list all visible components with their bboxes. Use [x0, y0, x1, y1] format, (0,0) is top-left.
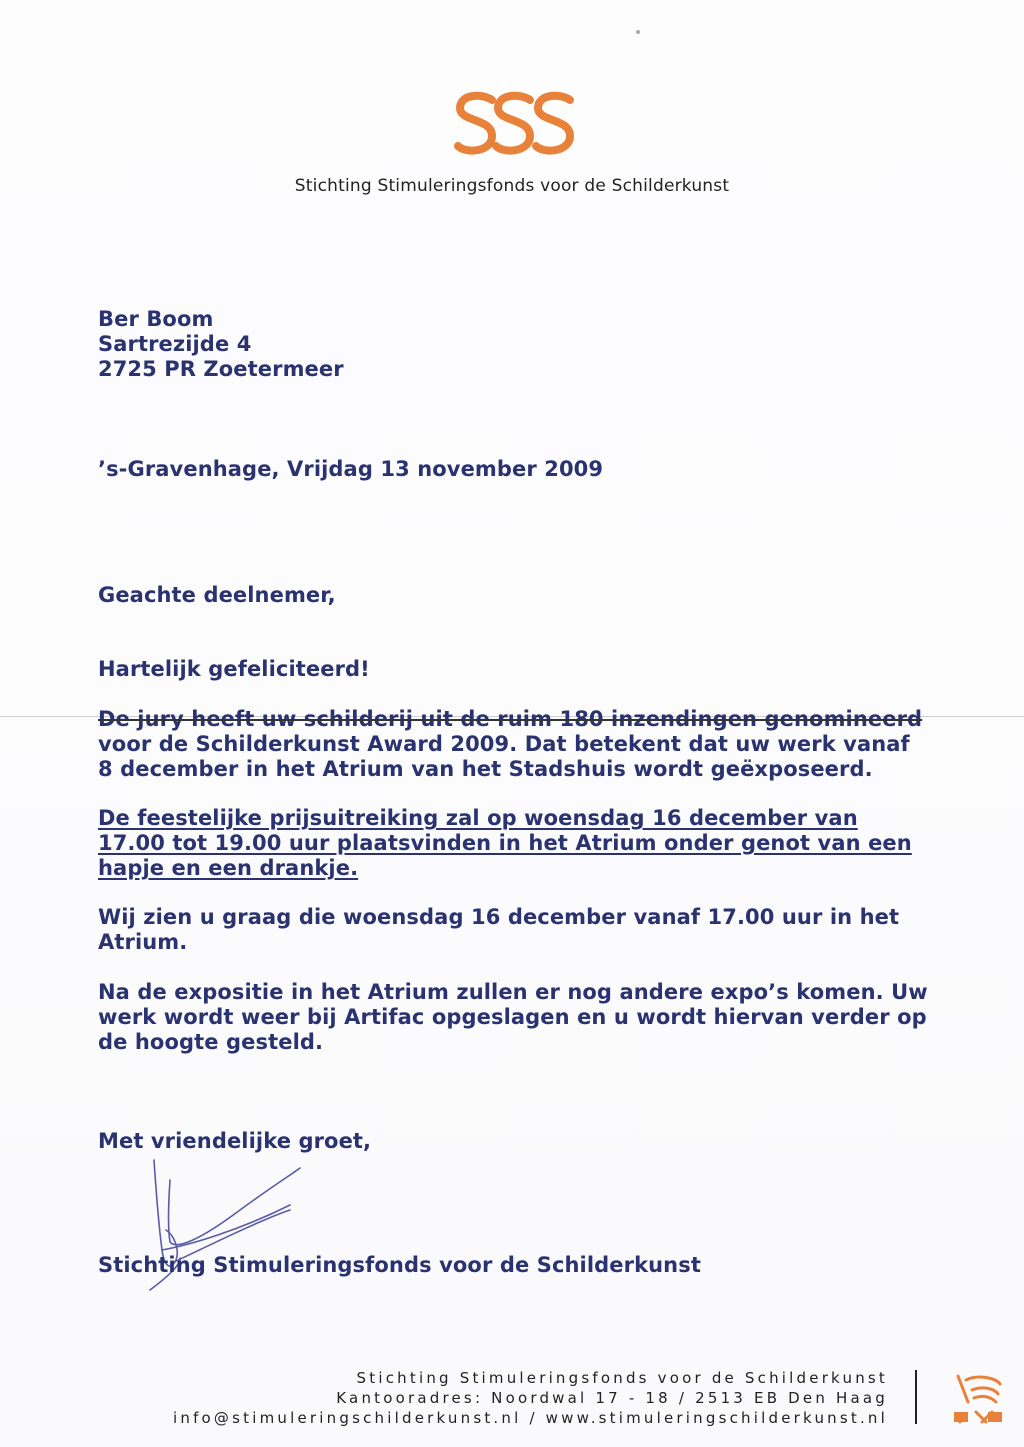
salutation: Geachte deelnemer, — [98, 583, 336, 607]
sss-logo — [452, 88, 582, 160]
struck-nomination-line: De jury heeft uw schilderij uit de ruim 180 inzendingen genomineerd — [98, 707, 923, 731]
recipient-city: 2725 PR Zoetermeer — [98, 357, 344, 381]
paragraph-award-ceremony: De feestelijke prijsuitreiking zal op woensdag 16 december van 17.00 tot 19.00 uur plaatsvinden in het Atrium onder genot van een hapje en een drankje. — [98, 806, 912, 880]
letterhead-subtitle: Stichting Stimuleringsfonds voor de Schilderkunst — [294, 176, 730, 196]
recipient-address — [98, 307, 344, 382]
letter-date: ’s-Gravenhage, Vrijdag 13 november 2009 — [98, 457, 604, 481]
recipient-street: Sartrezijde 4 — [98, 332, 252, 356]
footer-organisation: Stichting Stimuleringsfonds voor de Schilderkunst — [356, 1369, 888, 1387]
closing-greeting: Met vriendelijke groet, — [98, 1129, 372, 1153]
footer-divider — [915, 1370, 917, 1424]
footer-address: Kantooradres: Noordwal 17 - 18 / 2513 EB Den Haag — [336, 1389, 888, 1407]
letter-footer — [173, 1368, 888, 1428]
paragraph-exhibitions: Na de expositie in het Atrium zullen er nog andere expo’s komen. Uw werk wordt weer bij Artifac opgeslagen en u wordt hiervan verder op de hoogte gesteld. — [98, 980, 928, 1054]
congratulations-line: Hartelijk gefeliciteerd! — [98, 657, 370, 681]
footer-sk-logo-icon — [952, 1372, 1006, 1424]
nomination-text: voor de Schilderkunst Award 2009. Dat betekent dat uw werk vanaf 8 december in het Atrium van het Stadshuis wordt geëxposeerd. — [98, 732, 910, 781]
signatory-organisation: Stichting Stimuleringsfonds voor de Schilderkunst — [98, 1253, 701, 1277]
paragraph-invitation: Wij zien u graag die woensdag 16 december vanaf 17.00 uur in het Atrium. — [98, 905, 900, 954]
recipient-name: Ber Boom — [98, 307, 214, 331]
paper-speck — [636, 30, 640, 34]
footer-contact: info@stimuleringschilderkunst.nl / www.stimuleringschilderkunst.nl — [173, 1409, 888, 1427]
paragraph-nomination — [98, 707, 928, 782]
